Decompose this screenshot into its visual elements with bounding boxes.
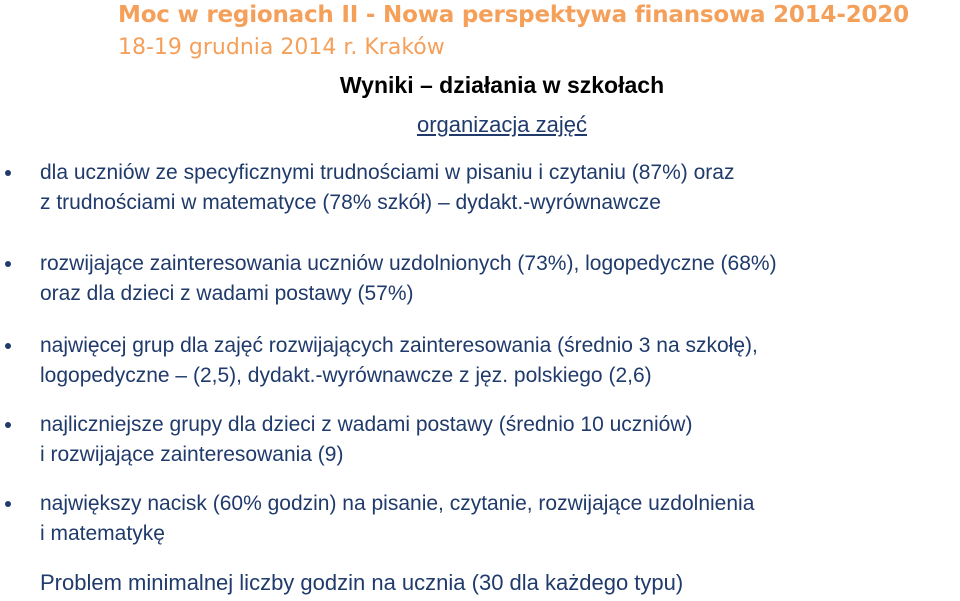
conference-date: 18-19 grudnia 2014 r. Kraków — [118, 35, 445, 60]
bullet-text-line: rozwijające zainteresowania uczniów uzdolnionych (73%), logopedyczne (68%) — [40, 252, 777, 275]
bullet-dot — [5, 343, 11, 349]
bullet-text-line: najliczniejsze grupy dla dzieci z wadami postawy (średnio 10 uczniów) — [40, 413, 693, 436]
bullet-item — [40, 331, 956, 391]
bullet-text-line: i matematykę — [40, 522, 165, 545]
slide-subtitle: organizacja zajęć — [417, 112, 587, 137]
bullet-text-line: największy nacisk (60% godzin) na pisanie, czytanie, rozwijające uzdolnienia — [40, 492, 755, 515]
bullet-text-line: logopedyczne – (2,5), dydakt.-wyrównawcze z jęz. polskiego (2,6) — [40, 364, 652, 387]
slide-title: Wyniki – działania w szkołach — [339, 72, 665, 98]
bullet-text-line: najwięcej grup dla zajęć rozwijających zainteresowania (średnio 3 na szkołę), — [40, 334, 758, 357]
bullet-dot — [5, 422, 11, 428]
bullet-text-line: i rozwijające zainteresowania (9) — [40, 443, 344, 466]
bullet-dot — [5, 170, 11, 176]
bullet-text-line: z trudnościami w matematyce (78% szkół) – dydakt.-wyrównawcze — [40, 191, 661, 214]
bullet-item — [40, 489, 956, 549]
conference-title: Moc w regionach II - Nowa perspektywa finansowa 2014-2020 — [118, 2, 909, 28]
bullet-text-line: oraz dla dzieci z wadami postawy (57%) — [40, 282, 414, 305]
bullet-dot — [5, 261, 11, 267]
bullet-item — [40, 249, 956, 309]
final-statement: Problem minimalnej liczby godzin na ucznia (30 dla każdego typu) — [40, 570, 684, 595]
bullet-item — [40, 158, 956, 218]
bullet-item — [40, 410, 956, 470]
bullet-dot — [5, 501, 11, 507]
bullet-text-line: dla uczniów ze specyficznymi trudnościami w pisaniu i czytaniu (87%) oraz — [40, 161, 735, 184]
